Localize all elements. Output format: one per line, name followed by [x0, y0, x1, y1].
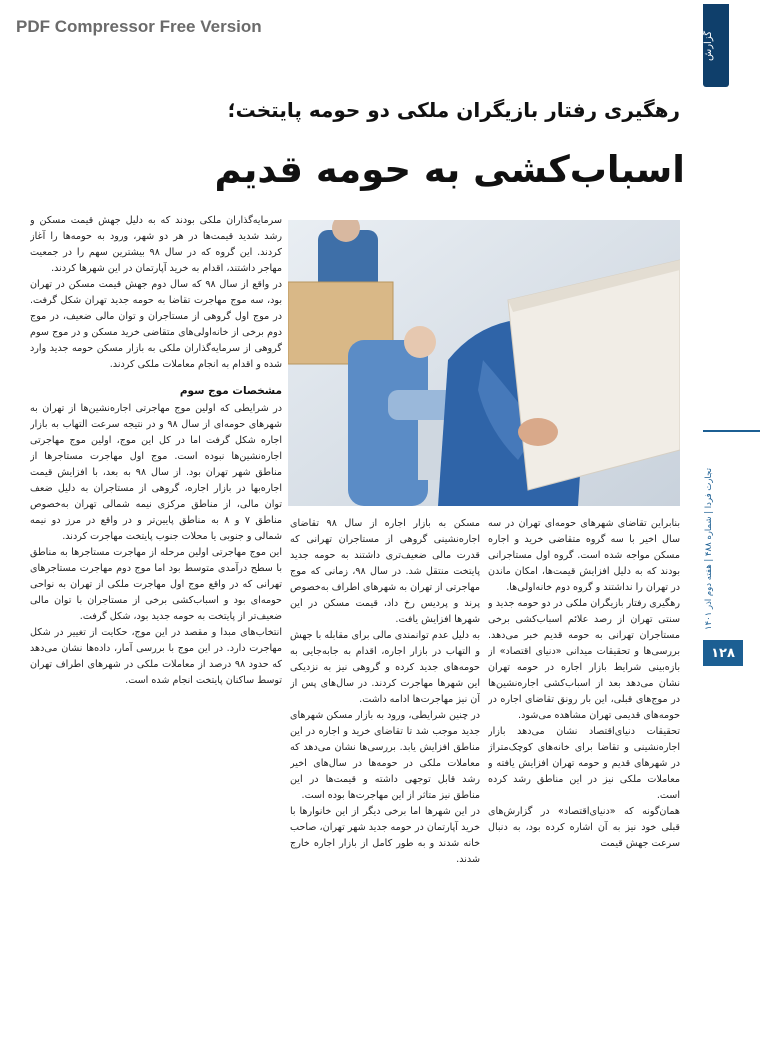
- paragraph: این موج مهاجرتی اولین مرحله از مهاجرت مستاجرها به مناطق با سطح درآمدی متوسط بود اما موج دوم مهاجرت مستاجرهای تهرانی که در واقع موج اول مهاجرت ملکی از تهران به نواحی حومه‌ای بود و اسباب‌کشی برخی از مستاجران با توان مالی ضعیف‌تر از پایتخت به حومه جدید بود، شکل گرفت.: [30, 547, 282, 622]
- article-subtitle: رهگیری رفتار بازیگران ملکی دو حومه پایتخت؛: [227, 98, 680, 122]
- paragraph: سرمایه‌گذاران ملکی بودند که به دلیل جهش قیمت مسکن و رشد شدید قیمت‌ها در هر دو شهر، ورود به حومه‌ها را آغاز کردند. این گروه که در سال ۹۸ بیشترین سهم را در جمعیت مهاجر داشتند، اقدام به خرید آپارتمان در این شهرها کردند.: [30, 215, 282, 274]
- section-tab: [703, 4, 729, 87]
- paragraph: در این شهرها اما برخی دیگر از این خانوارها با خرید آپارتمان در حومه جدید شهر تهران، صاحب خانه شدند و به طور کامل از بازار اجاره خارج شدند.: [290, 806, 480, 865]
- middle-column-bottom: [290, 516, 480, 960]
- paragraph: انتخاب‌های مبدا و مقصد در این موج، حکایت از تغییر در شکل مهاجرت دارد. در این موج با بررسی آمار، داده‌ها نشان می‌دهد که حدود ۹۸ درصد از معاملات ملکی در شهرهای اطراف تهران توسط ساکنان پایتخت انجام شده است.: [30, 627, 282, 686]
- right-column-bottom: [488, 516, 680, 960]
- movers-carrying-boxes-photo: [288, 220, 680, 506]
- article-title: اسباب‌کشی به حومه قدیم: [214, 148, 685, 191]
- side-rule: [703, 430, 760, 432]
- paragraph: تحقیقات دنیای‌اقتصاد نشان می‌دهد بازار اجاره‌نشینی و تقاضا برای خانه‌های کوچک‌متراژ در شهرهای قدیم و حومه تهران افزایش یافته و معاملات ملکی نیز در این مناطق رشد کرده است.: [488, 726, 680, 801]
- paragraph: در شرایطی که اولین موج مهاجرتی اجاره‌نشین‌ها از تهران به شهرهای حومه‌ای از سال ۹۸ و در نتیجه سرعت التهاب به بازار اجاره شکل گرفت اما در کل این موج، اولین موج مهاجرتی اجاره‌نشین‌ها نبوده است. موج اول مهاجرت مستاجرها از مناطق شهر تهران بود. از سال ۹۸ به بعد، با افزایش قیمت اجاره‌بها در بازار اجاره، گروهی از مستاجران به دلیل ضعف توان مالی، از مناطق مرکزی نیمه شمالی تهران به‌خصوص مناطق ۷ و ۸ به مناطق پایین‌تر و در واقع در مرز دو نیمه شمالی و جنوبی یا محلات جنوب پایتخت مهاجرت کردند.: [30, 403, 282, 542]
- page-number: ۱۲۸: [703, 640, 743, 666]
- paragraph: مسکن به بازار اجاره از سال ۹۸ تقاضای اجاره‌نشینی گروهی از مستاجران تهرانی که قدرت مالی ضعیف‌تری داشتند به حومه جدید پایتخت منتقل شد. در سال ۹۸، زمانی که موج مهاجرتی از تهران به شهرهای اطراف به‌خصوص پرند و پردیس رخ داد، قیمت مسکن در این شهرها افزایش یافت.: [290, 518, 480, 625]
- paragraph: به دلیل عدم توانمندی مالی برای مقابله با جهش و التهاب در بازار اجاره، اقدام به جابه‌جایی به حومه‌های جدید کرده و گروهی نیز به نزدیکی این شهرها مهاجرت کردند. در سال‌های پس از آن نیز مهاجرت‌ها ادامه داشت.: [290, 630, 480, 705]
- pdf-compressor-watermark: PDF Compressor Free Version: [16, 17, 262, 36]
- paragraph: در واقع از سال ۹۸ که سال دوم جهش قیمت مسکن در تهران بود، سه موج مهاجرت تقاضا به حومه جدید تهران شکل گرفت. در موج اول گروهی از مستاجران و توان مالی ضعیف، در موج دوم برخی از خانه‌اولی‌های متقاضی خرید مسکن و در موج سوم گروهی از سرمایه‌گذاران ملکی به بازار مسکن حومه جدید وارد شده و اقدام به انجام معاملات ملکی کردند.: [30, 279, 282, 370]
- left-column-middle: [30, 381, 282, 961]
- paragraph: در چنین شرایطی، ورود به بازار مسکن شهرهای جدید موجب شد تا تقاضای خرید و اجاره در این مناطق افزایش یابد. بررسی‌ها نشان می‌دهد که معاملات ملکی در حومه‌ها در سال‌های اخیر رشد قابل توجهی داشته و قیمت‌ها در این مناطق نیز متاثر از این مهاجرت‌ها بوده است.: [290, 710, 480, 801]
- paragraph: همان‌گونه که «دنیای‌اقتصاد» در گزارش‌های قبلی خود نیز به آن اشاره کرده بود، به دنبال سرعت جهش قیمت: [488, 806, 680, 849]
- photo-illustration: [288, 220, 680, 506]
- paragraph: بنابراین تقاضای شهرهای حومه‌ای تهران در سه سال اخیر با سه گروه متقاضی خرید و اجاره مسکن مواجه شده است. گروه اول مستاجرانی بودند که به دلیل افزایش قیمت‌ها، امکان ماندن در تهران را نداشتند و گروه دوم خانه‌اولی‌ها.: [488, 518, 680, 593]
- top-left-text-column: [30, 213, 282, 381]
- section-label: گزارش: [703, 30, 714, 61]
- magazine-issue-line: تجارت فردا | شماره ۴۸۸ | هفته دوم آذر ۱۴۰۱: [704, 468, 714, 630]
- paragraph: رهگیری رفتار بازیگران ملکی در دو حومه جدید و سنتی تهران از رصد علائم اسباب‌کشی برخی مستاجران تهرانی به حومه قدیم خبر می‌دهد. بررسی‌ها و تحقیقات میدانی «دنیای اقتصاد» از بازه‌بینی شرایط بازار اجاره در حومه تهران نشان می‌دهد بعد از اسباب‌کشی اجاره‌نشین‌ها در موج‌های قبلی، این بار رونق تقاضای اجاره در حومه‌های قدیمی تهران مشاهده می‌شود.: [488, 598, 680, 721]
- heading-third-wave: مشخصات موج سوم: [179, 385, 282, 397]
